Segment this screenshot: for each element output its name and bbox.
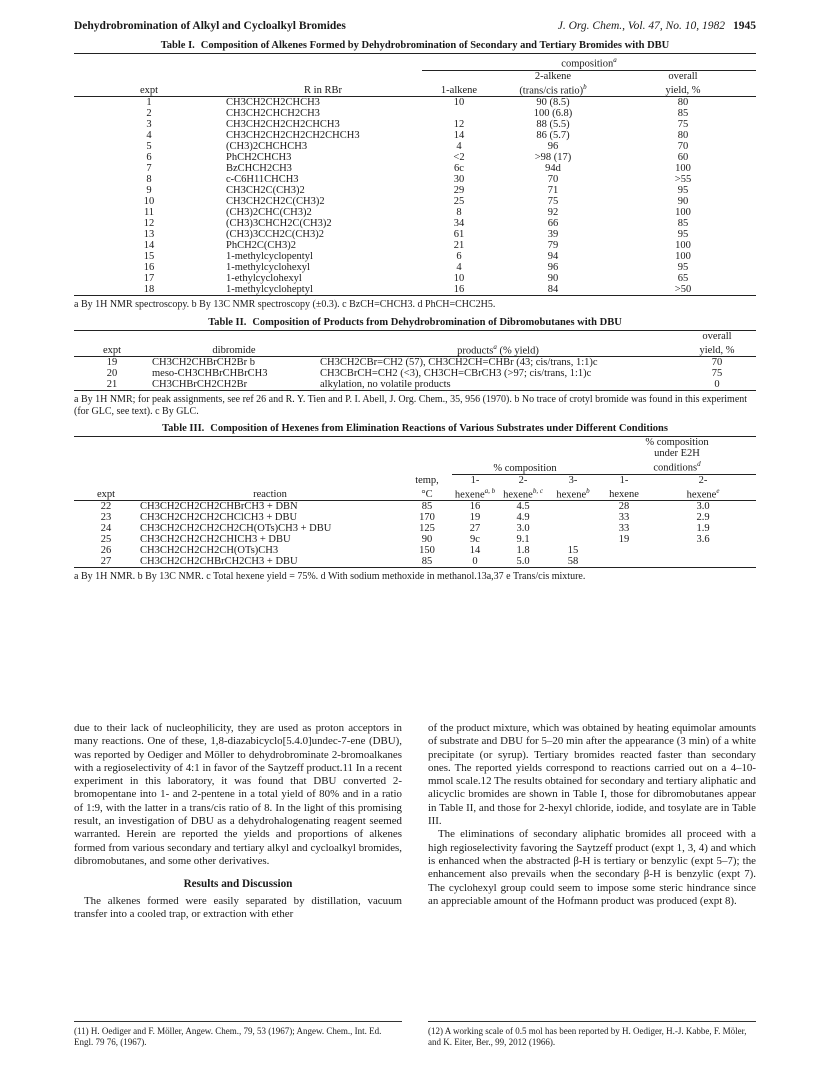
table1-cell-expt: 16	[143, 262, 155, 273]
table1-cell-expt: 18	[143, 284, 155, 295]
table2	[74, 330, 756, 392]
table1-cell-2alkene: 70	[547, 174, 559, 185]
table1-cell-expt: 14	[143, 240, 155, 251]
table3-cell-temp: 85	[421, 501, 433, 512]
table1-header-yield: yield, %	[665, 85, 701, 96]
table3-row	[74, 556, 756, 568]
table1-cell-r: PhCH2C(CH3)2	[226, 240, 297, 251]
table1-cell-2alkene: 94	[547, 251, 559, 262]
reference-notes	[74, 1021, 756, 1047]
table1	[74, 53, 756, 296]
table3-cell-temp: 170	[419, 512, 435, 523]
table2-cell-products: alkylation, no volatile products	[320, 379, 451, 390]
table3-row	[74, 523, 756, 534]
table1-cell-1alkene: <2	[453, 152, 465, 163]
table1-row	[74, 152, 756, 163]
table3-cell-1hexene: 9c	[470, 534, 480, 545]
table1-cell-r: CH3CH2CHCH2CH3	[226, 108, 320, 119]
running-head	[74, 20, 756, 36]
table1-cell-r: 1-methylcyclopentyl	[226, 251, 313, 262]
table3-header-degc: °C	[421, 489, 433, 500]
table1-cell-2alkene: 90 (8.5)	[536, 97, 570, 108]
table3-header-e2h-3: conditions$^d$	[598, 459, 756, 474]
table1-row	[74, 240, 756, 251]
table1-cell-1alkene: 6	[456, 251, 462, 262]
table3-cell-temp: 85	[421, 556, 433, 567]
table1-cell-r: CH3CH2CH2C(CH3)2	[226, 196, 325, 207]
table1-cell-yield: 70	[677, 141, 689, 152]
table1-cell-2alkene: 94d	[545, 163, 561, 174]
table3-cell-expt: 26	[100, 545, 112, 556]
table1-row	[74, 218, 756, 229]
table1-row	[74, 185, 756, 196]
table3-cell-expt: 24	[100, 523, 112, 534]
table1-cell-2alkene: 92	[547, 207, 559, 218]
table3-cell-reaction: CH3CH2CH2CH2CH(OTs)CH3	[140, 545, 279, 556]
table1-label: Table I.	[160, 40, 195, 51]
table1-row	[74, 141, 756, 152]
table1-cell-1alkene: 10	[453, 273, 465, 284]
table1-cell-2alkene: 90	[547, 273, 559, 284]
table3	[74, 436, 756, 568]
table3-header-comp: % composition	[452, 459, 598, 474]
table3-cell-e2h-2hexene	[650, 545, 756, 556]
table1-cell-expt: 2	[146, 108, 152, 119]
table1-cell-r: 1-ethylcyclohexyl	[226, 273, 302, 284]
table3-header-e2h-1: % composition	[645, 437, 709, 448]
table2-cell-expt: 20	[106, 368, 118, 379]
table3-cell-e2h-1hexene: 33	[618, 512, 630, 523]
table3-header-h1b: hexene$^{a, b}$	[454, 486, 496, 500]
table2-header-expt: expt	[102, 345, 122, 356]
table3-cell-1hexene: 14	[469, 545, 481, 556]
table1-cell-yield: >50	[674, 284, 692, 295]
table3-cell-e2h-1hexene	[598, 556, 650, 568]
table1-row	[74, 130, 756, 141]
table2-cell-dibromide: meso-CH3CHBrCHBrCH3	[152, 368, 268, 379]
table2-cell-dibromide: CH3CHBrCH2CH2Br	[152, 379, 248, 390]
table3-cell-e2h-1hexene: 28	[618, 501, 630, 512]
table1-cell-yield: 85	[677, 108, 689, 119]
table3-title: Composition of Hexenes from Elimination Reactions of Various Substrates under Different Conditions	[210, 423, 668, 434]
table1-cell-2alkene: 75	[547, 196, 559, 207]
table1-header-r: R in RBr	[304, 85, 342, 96]
table1-cell-r: BzCHCH2CH3	[226, 163, 292, 174]
table3-row	[74, 501, 756, 513]
table3-cell-1hexene: 19	[469, 512, 481, 523]
table1-spanner: composition$^a$	[422, 54, 756, 71]
table3-caption	[74, 423, 756, 434]
table3-cell-reaction: CH3CH2CH2CH2CH2CH(OTs)CH3 + DBU	[140, 523, 332, 534]
table1-cell-expt: 7	[146, 163, 152, 174]
table3-row	[74, 534, 756, 545]
table1-cell-expt: 8	[146, 174, 152, 185]
table3-header-e2: 2-	[698, 474, 708, 486]
table3-row	[74, 512, 756, 523]
table2-cell-products: CH3CBrCH=CH2 (<3), CH3CH=CBrCH3 (>97; cis/trans, 1:1)c	[320, 368, 592, 379]
reference-12: (12) A working scale of 0.5 mol has been reported by H. Oediger, H.-J. Kabbe, F. Möler, and K. Eiter, Ber., 99, 2012 (1966).	[428, 1021, 756, 1047]
table3-cell-temp: 125	[419, 523, 435, 534]
table1-row	[74, 262, 756, 273]
body-text	[74, 722, 756, 921]
table2-footnote: a By 1H NMR; for peak assignments, see ref 26 and R. Y. Tien and P. I. Abell, J. Org. Chem., 35, 956 (1970). b No trace of crotyl bromide was found in this experiment (for GLC, see text). c By GLC.	[74, 394, 748, 417]
table3-header-e1b: hexene	[609, 489, 639, 500]
reference-11: (11) H. Oediger and F. Möller, Angew. Chem., 79, 53 (1967); Angew. Chem., Int. Ed. Engl. 79 76, (1967).	[74, 1021, 402, 1047]
table1-cell-expt: 9	[146, 185, 152, 196]
table1-cell-yield: 80	[677, 97, 689, 108]
right-column	[428, 722, 756, 921]
table3-cell-2hexene: 1.8	[516, 545, 530, 556]
table1-cell-1alkene: 61	[453, 229, 465, 240]
left-paragraph-2: The alkenes formed were easily separated by distillation, vacuum transfer into a cooled trap, or extraction with ether	[74, 894, 402, 920]
left-paragraph-1: due to their lack of nucleophilicity, they are used as proton acceptors in many reactions. One of these, 1,8-diazabicyclo[5.4.0]undec-7-ene (DBU), was reported by Oediger and Möller to dehydrobrominate 2-bromoalkanes with a regioselectivity of 4:1 in favor of the Saytzeff product.11 In a recent experiment in this laboratory, it was found that DBU converted 2-bromopentane into 1- and 2-pentene in a total yield of 80% and in a ratio of 1:9, with the latter in a trans/cis ratio of 8. In the light of this promising result, an investigation of DBU as a dehydrohalogenating reagent seemed warranted. Herein are reported the yields and proportions of alkenes formed from various secondary and tertiary alkyl and cycloalkyl bromides, dibromobutanes, and some other derivatives.	[74, 722, 402, 867]
table1-cell-yield: 65	[677, 273, 689, 284]
table1-cell-yield: 100	[675, 163, 691, 174]
table1-cell-expt: 5	[146, 141, 152, 152]
table1-row	[74, 284, 756, 296]
table1-row	[74, 97, 756, 109]
table1-cell-expt: 11	[143, 207, 155, 218]
table1-cell-expt: 13	[143, 229, 155, 240]
table1-cell-1alkene: 16	[453, 284, 465, 295]
table1-cell-1alkene	[422, 108, 496, 119]
table1-cell-r: c-C6H11CHCH3	[226, 174, 299, 185]
table1-cell-r: CH3CH2C(CH3)2	[226, 185, 305, 196]
table2-header-overall: overall	[702, 330, 732, 342]
table1-cell-yield: 60	[677, 152, 689, 163]
table1-cell-yield: 95	[677, 229, 689, 240]
table3-cell-e2h-2hexene: 2.9	[696, 512, 710, 523]
table1-cell-expt: 17	[143, 273, 155, 284]
table1-footnote: a By 1H NMR spectroscopy. b By 13C NMR spectroscopy (±0.3). c BzCH=CHCH3. d PhCH=CHC2H5.	[74, 299, 496, 310]
table3-header-h2: 2-	[518, 474, 528, 486]
table1-row	[74, 207, 756, 218]
table3-cell-3hexene	[548, 523, 598, 534]
table1-cell-2alkene: 86 (5.7)	[536, 130, 570, 141]
table2-row	[74, 368, 756, 379]
table3-cell-e2h-1hexene	[598, 545, 650, 556]
table1-cell-r: (CH3)3CCH2C(CH3)2	[226, 229, 325, 240]
table3-header-h3: 3-	[568, 474, 578, 486]
table1-cell-r: (CH3)3CHCH2C(CH3)2	[226, 218, 332, 229]
left-column	[74, 722, 402, 921]
table1-cell-1alkene: 21	[453, 240, 465, 251]
table1-cell-expt: 15	[143, 251, 155, 262]
table3-cell-expt: 23	[100, 512, 112, 523]
table3-header-h2b: hexene$^{b, c}$	[503, 486, 543, 500]
table1-row	[74, 163, 756, 174]
table3-label: Table III.	[162, 423, 205, 434]
table3-cell-3hexene	[548, 512, 598, 523]
table3-row	[74, 545, 756, 556]
table3-cell-3hexene: 15	[567, 545, 579, 556]
right-paragraph-1: of the product mixture, which was obtained by heating equimolar amounts of substrate and DBU for 5–20 min after the appearance (3 min) of a white precipitate (or syrup). Tertiary bromides reacted faster than secondary ones. The reported yields correspond to reactions carried out on a 4–10-mmol scale.12 The results obtained for secondary and tertiary aliphatic and alicyclic bromides are shown in Table I, those for dibromobutanes appear in Table II, and those for 2-hexyl chloride, iodide, and tosylate are in Table III.	[428, 722, 756, 828]
table1-cell-1alkene: 14	[453, 130, 465, 141]
table1-cell-2alkene: 88 (5.5)	[536, 119, 570, 130]
right-paragraph-2: The eliminations of secondary aliphatic bromides all proceed with a high regioselectivity favoring the Saytzeff product (expt 1, 3, 4) and which is enhanced when the abstracted β-H is tertiary or benzylic (expt 5–7); the enhancement also prevails when the secondary β-H is benzylic (expt 7). The cyclohexyl group could seem to impose some steric hindrance since an appreciable amount of the Hofmann product was produced (expt 8).	[428, 828, 756, 907]
table3-cell-reaction: CH3CH2CH2CH2CHClCH3 + DBU	[140, 512, 298, 523]
table1-row	[74, 196, 756, 207]
table3-cell-2hexene: 5.0	[516, 556, 530, 567]
table1-cell-1alkene: 4	[456, 141, 462, 152]
table2-title: Composition of Products from Dehydrobromination of Dibromobutanes with DBU	[252, 316, 622, 328]
table3-cell-reaction: CH3CH2CH2CH2CHICH3 + DBU	[140, 534, 291, 545]
table1-caption	[74, 40, 756, 51]
table1-cell-yield: 100	[675, 240, 691, 251]
table3-cell-2hexene: 4.9	[516, 512, 530, 523]
table3-header-e1: 1-	[619, 474, 629, 486]
table1-cell-r: CH3CH2CH2CHCH3	[226, 97, 320, 108]
table1-header-ratio: (trans/cis ratio)$^b$	[519, 82, 587, 96]
table2-cell-yield: 75	[711, 368, 723, 379]
table3-cell-expt: 25	[100, 534, 112, 545]
table1-row	[74, 174, 756, 185]
journal-citation	[558, 20, 756, 36]
table3-cell-1hexene: 27	[469, 523, 481, 534]
table2-cell-products: CH3CH2CBr=CH2 (57), CH3CH2CH=CHBr (43; cis/trans, 1:1)c	[320, 357, 598, 368]
table2-cell-yield: 0	[714, 379, 720, 390]
table1-cell-2alkene: 100 (6.8)	[533, 108, 573, 119]
table1-cell-expt: 12	[143, 218, 155, 229]
table1-cell-2alkene: >98 (17)	[534, 152, 572, 163]
table1-cell-2alkene: 96	[547, 262, 559, 273]
table1-cell-1alkene: 10	[453, 97, 465, 108]
table3-header-e2b: hexene$^e$	[686, 486, 720, 500]
table1-cell-2alkene: 71	[547, 185, 559, 196]
table1-cell-expt: 4	[146, 130, 152, 141]
table1-cell-r: (CH3)2CHC(CH3)2	[226, 207, 312, 218]
table1-header-expt: expt	[139, 85, 159, 96]
table2-row	[74, 357, 756, 369]
table1-row	[74, 119, 756, 130]
table3-cell-1hexene: 0	[472, 556, 478, 567]
table1-header-1alkene: 1-alkene	[440, 85, 478, 96]
table1-cell-yield: 95	[677, 185, 689, 196]
table3-footnote: a By 1H NMR. b By 13C NMR. c Total hexene yield = 75%. d With sodium methoxide in methanol.13a,37 e Trans/cis mixture.	[74, 571, 586, 582]
table3-cell-e2h-2hexene	[650, 556, 756, 568]
table1-cell-1alkene: 12	[453, 119, 465, 130]
table3-cell-e2h-2hexene: 1.9	[696, 523, 710, 534]
table1-cell-yield: 75	[677, 119, 689, 130]
table1-cell-2alkene: 96	[547, 141, 559, 152]
table3-header-temp: temp,	[415, 474, 439, 486]
table1-cell-1alkene: 6c	[454, 163, 464, 174]
table1-cell-expt: 3	[146, 119, 152, 130]
table1-cell-r: CH3CH2CH2CH2CH2CHCH3	[226, 130, 360, 141]
table1-cell-1alkene: 4	[456, 262, 462, 273]
table3-cell-reaction: CH3CH2CH2CHBrCH2CH3 + DBU	[140, 556, 298, 567]
table1-cell-yield: 100	[675, 251, 691, 262]
table3-cell-3hexene: 58	[567, 556, 579, 567]
table3-cell-3hexene	[548, 534, 598, 545]
table1-cell-2alkene: 39	[547, 229, 559, 240]
table1-cell-r: 1-methylcycloheptyl	[226, 284, 313, 295]
table1-cell-yield: 80	[677, 130, 689, 141]
table3-cell-e2h-1hexene: 33	[618, 523, 630, 534]
table1-cell-r: CH3CH2CH2CH2CHCH3	[226, 119, 340, 130]
table1-cell-1alkene: 34	[453, 218, 465, 229]
table3-cell-1hexene: 16	[469, 501, 481, 512]
table1-title: Composition of Alkenes Formed by Dehydrobromination of Secondary and Tertiary Bromides with DBU	[200, 40, 670, 51]
table1-row	[74, 229, 756, 240]
table1-cell-2alkene: 84	[547, 284, 559, 295]
table2-cell-expt: 21	[106, 379, 118, 390]
journal-name: J. Org. Chem., Vol. 47, No. 10, 1982	[557, 20, 725, 32]
table1-cell-r: 1-methylcyclohexyl	[226, 262, 310, 273]
table1-header-overall: overall	[668, 70, 698, 82]
table3-cell-reaction: CH3CH2CH2CH2CHBrCH3 + DBN	[140, 501, 298, 512]
table3-cell-expt: 27	[100, 556, 112, 567]
table3-header-h3b: hexene$^b$	[556, 486, 590, 500]
table3-header-e2h-2: under E2H	[654, 448, 700, 459]
page-number: 1945	[733, 20, 756, 32]
table3-cell-temp: 90	[421, 534, 433, 545]
table1-cell-yield: 100	[675, 207, 691, 218]
table1-cell-expt: 1	[146, 97, 152, 108]
table3-cell-2hexene: 4.5	[516, 501, 530, 512]
table1-cell-1alkene: 25	[453, 196, 465, 207]
table1-row	[74, 273, 756, 284]
table3-cell-e2h-2hexene: 3.6	[696, 534, 710, 545]
journal-page	[74, 20, 756, 589]
table1-cell-yield: >55	[674, 174, 692, 185]
table2-row	[74, 379, 756, 391]
table3-cell-3hexene	[548, 501, 598, 513]
table3-cell-2hexene: 9.1	[516, 534, 530, 545]
table3-header-reaction: reaction	[253, 489, 287, 500]
table1-header-2alkene: 2-alkene	[534, 70, 572, 82]
table2-label: Table II.	[208, 316, 247, 328]
table1-row	[74, 108, 756, 119]
table3-cell-e2h-1hexene: 19	[618, 534, 630, 545]
table1-cell-r: (CH3)2CHCHCH3	[226, 141, 308, 152]
table1-cell-1alkene: 29	[453, 185, 465, 196]
table1-cell-2alkene: 79	[547, 240, 559, 251]
table3-cell-2hexene: 3.0	[516, 523, 530, 534]
table1-cell-yield: 90	[677, 196, 689, 207]
table1-cell-1alkene: 30	[453, 174, 465, 185]
table1-cell-expt: 6	[146, 152, 152, 163]
table3-header-expt: expt	[96, 489, 116, 500]
table3-cell-expt: 22	[100, 501, 112, 512]
table1-cell-2alkene: 66	[547, 218, 559, 229]
section-heading: Results and Discussion	[183, 878, 293, 891]
table2-header-dibromide: dibromide	[212, 345, 256, 356]
table3-cell-temp: 150	[419, 545, 435, 556]
table2-header-yield: yield, %	[699, 345, 735, 356]
table1-cell-yield: 95	[677, 262, 689, 273]
table1-cell-expt: 10	[143, 196, 155, 207]
table1-cell-yield: 85	[677, 218, 689, 229]
table2-cell-yield: 70	[711, 357, 723, 368]
table1-cell-1alkene: 8	[456, 207, 462, 218]
table2-cell-dibromide: CH3CH2CHBrCH2Br b	[152, 357, 255, 368]
table1-row	[74, 251, 756, 262]
table1-cell-r: PhCH2CHCH3	[226, 152, 292, 163]
running-head-title: Dehydrobromination of Alkyl and Cycloalkyl Bromides	[74, 20, 346, 32]
table2-header-products: products$^a$ (% yield)	[457, 342, 539, 356]
table2-caption	[74, 317, 756, 328]
table2-cell-expt: 19	[106, 357, 118, 368]
table3-cell-e2h-2hexene: 3.0	[696, 501, 710, 512]
table3-header-h1: 1-	[470, 474, 480, 486]
